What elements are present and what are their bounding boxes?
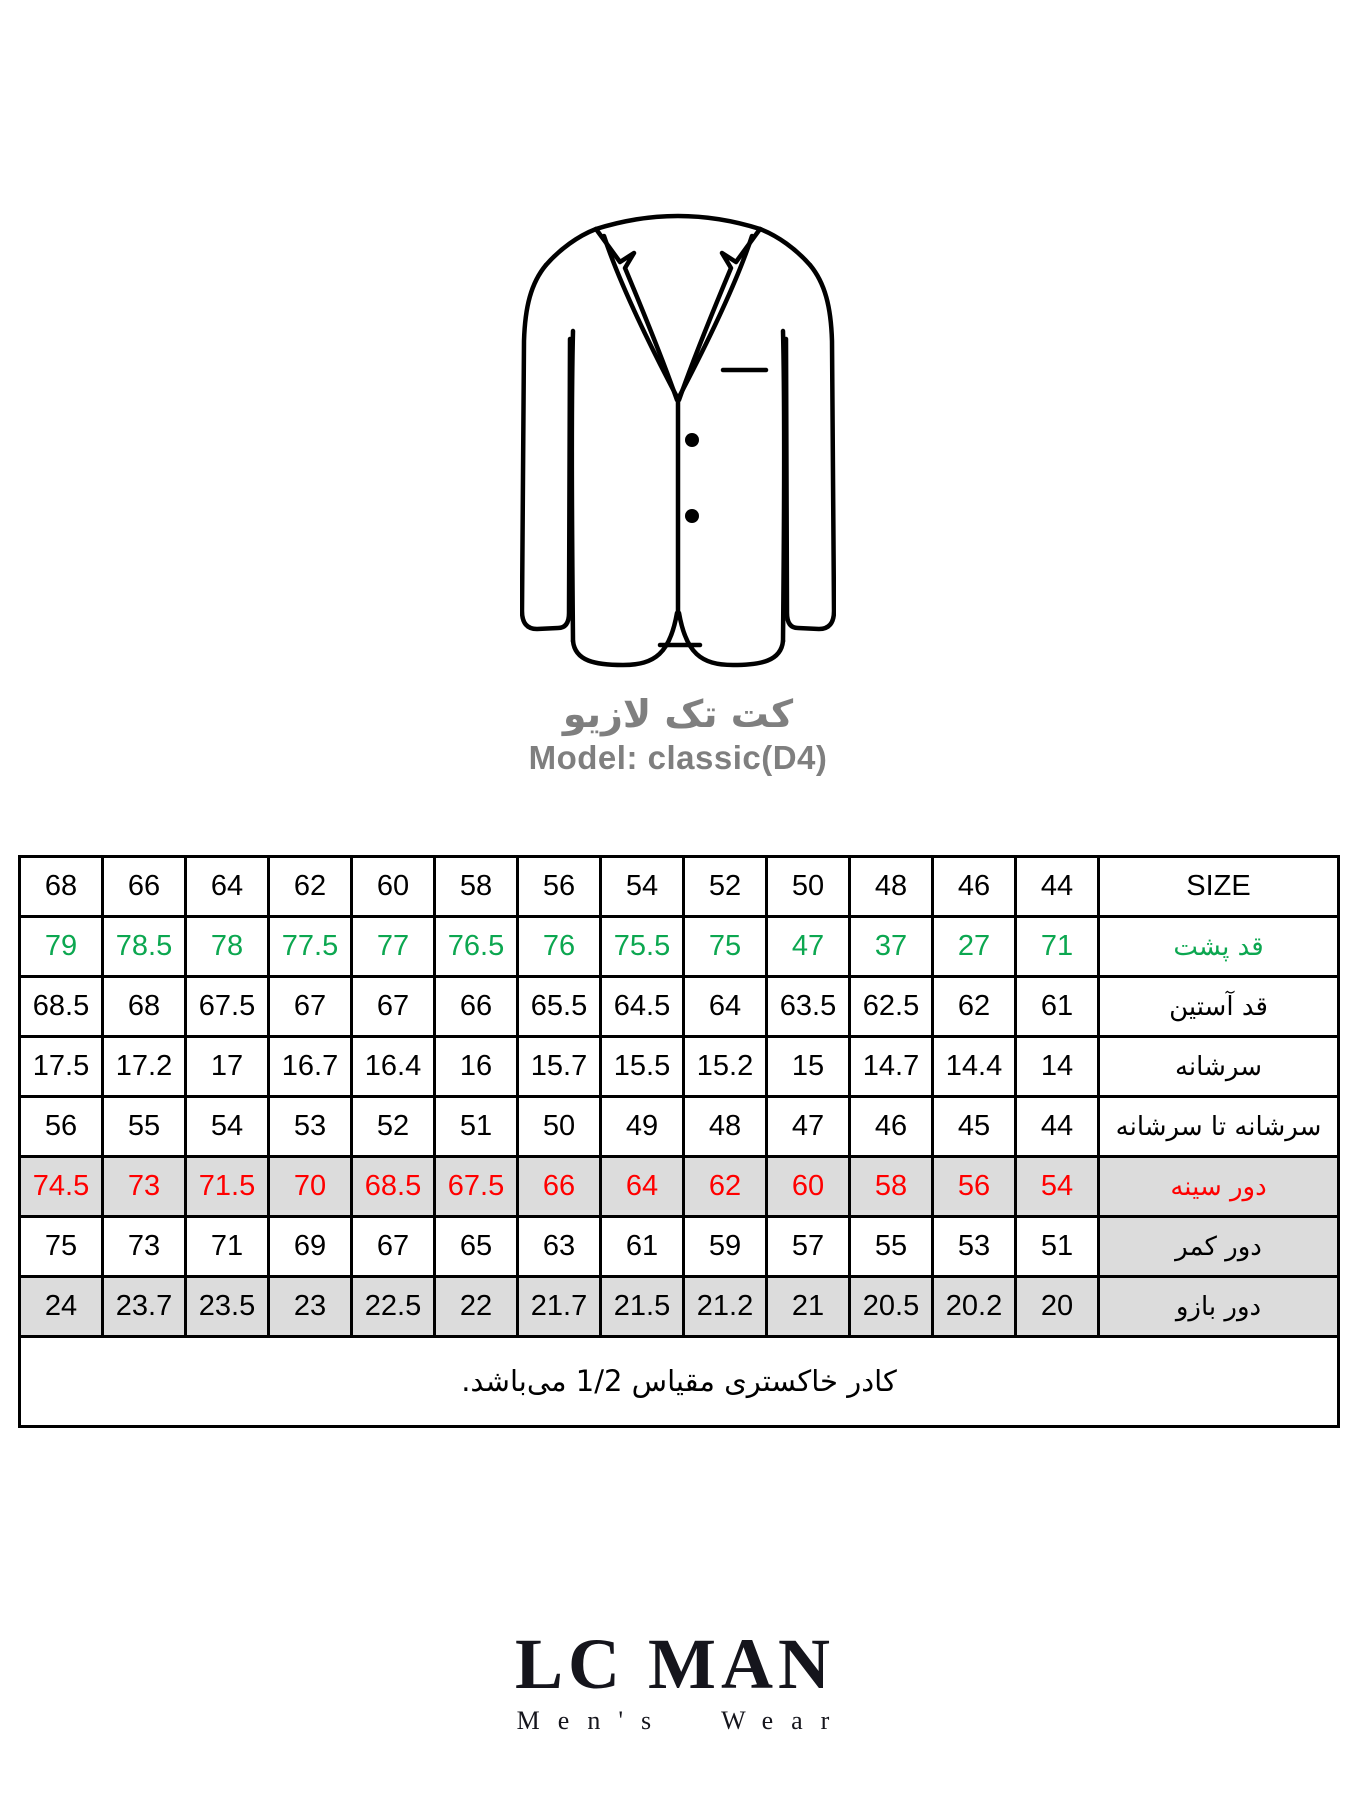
row-label-cell: دور کمر <box>1099 1217 1339 1277</box>
measurement-cell: 15.7 <box>518 1037 601 1097</box>
measurement-cell: 24 <box>20 1277 103 1337</box>
note-row <box>20 1337 1339 1427</box>
measurement-cell: 23 <box>269 1277 352 1337</box>
product-title-fa: کت تک لازیو <box>562 692 794 736</box>
row-label-cell: دور سینه <box>1099 1157 1339 1217</box>
measurement-cell: 56 <box>20 1097 103 1157</box>
measurement-row <box>20 1097 1339 1157</box>
size-table <box>18 855 1340 1428</box>
measurement-cell: 16.7 <box>269 1037 352 1097</box>
measurement-cell: 51 <box>1016 1217 1099 1277</box>
measurement-cell: 20.2 <box>933 1277 1016 1337</box>
measurement-cell: 65.5 <box>518 977 601 1037</box>
size-value-cell: 52 <box>684 857 767 917</box>
size-value-cell: 60 <box>352 857 435 917</box>
measurement-cell: 15.2 <box>684 1037 767 1097</box>
measurement-cell: 23.7 <box>103 1277 186 1337</box>
measurement-cell: 79 <box>20 917 103 977</box>
row-label-cell: سرشانه تا سرشانه <box>1099 1097 1339 1157</box>
product-titles <box>3 692 1350 777</box>
measurement-cell: 75 <box>684 917 767 977</box>
measurement-cell: 14 <box>1016 1037 1099 1097</box>
jacket-illustration <box>520 203 836 673</box>
size-value-cell: 62 <box>269 857 352 917</box>
measurement-cell: 78 <box>186 917 269 977</box>
measurement-cell: 71.5 <box>186 1157 269 1217</box>
measurement-cell: 21.2 <box>684 1277 767 1337</box>
row-label-cell: دور بازو <box>1099 1277 1339 1337</box>
measurement-cell: 21 <box>767 1277 850 1337</box>
suit-jacket-icon <box>520 203 836 673</box>
size-value-cell: 66 <box>103 857 186 917</box>
measurement-cell: 57 <box>767 1217 850 1277</box>
measurement-cell: 60 <box>767 1157 850 1217</box>
measurement-cell: 37 <box>850 917 933 977</box>
size-header-row <box>20 857 1339 917</box>
measurement-cell: 62 <box>933 977 1016 1037</box>
measurement-row <box>20 1277 1339 1337</box>
measurement-cell: 59 <box>684 1217 767 1277</box>
measurement-cell: 58 <box>850 1157 933 1217</box>
measurement-cell: 77.5 <box>269 917 352 977</box>
measurement-cell: 49 <box>601 1097 684 1157</box>
measurement-cell: 20 <box>1016 1277 1099 1337</box>
size-value-cell: 68 <box>20 857 103 917</box>
measurement-cell: 52 <box>352 1097 435 1157</box>
size-value-cell: 58 <box>435 857 518 917</box>
size-header-label: SIZE <box>1099 857 1339 917</box>
size-value-cell: 56 <box>518 857 601 917</box>
size-value-cell: 64 <box>186 857 269 917</box>
measurement-cell: 67.5 <box>435 1157 518 1217</box>
product-model: Model: classic(D4) <box>528 739 828 776</box>
brand-name: LC MAN <box>515 1624 835 1704</box>
measurement-cell: 16 <box>435 1037 518 1097</box>
measurement-cell: 21.7 <box>518 1277 601 1337</box>
measurement-cell: 47 <box>767 1097 850 1157</box>
measurement-cell: 17.2 <box>103 1037 186 1097</box>
measurement-row <box>20 1217 1339 1277</box>
measurement-cell: 62 <box>684 1157 767 1217</box>
measurement-row <box>20 977 1339 1037</box>
measurement-cell: 53 <box>933 1217 1016 1277</box>
row-label-cell: قد آستین <box>1099 977 1339 1037</box>
measurement-cell: 64.5 <box>601 977 684 1037</box>
measurement-cell: 55 <box>103 1097 186 1157</box>
measurement-cell: 63.5 <box>767 977 850 1037</box>
measurement-cell: 63 <box>518 1217 601 1277</box>
measurement-cell: 70 <box>269 1157 352 1217</box>
measurement-cell: 77 <box>352 917 435 977</box>
measurement-cell: 47 <box>767 917 850 977</box>
measurement-cell: 15.5 <box>601 1037 684 1097</box>
measurement-cell: 14.4 <box>933 1037 1016 1097</box>
measurement-cell: 22 <box>435 1277 518 1337</box>
measurement-cell: 61 <box>1016 977 1099 1037</box>
measurement-row <box>20 1037 1339 1097</box>
measurement-cell: 16.4 <box>352 1037 435 1097</box>
measurement-cell: 74.5 <box>20 1157 103 1217</box>
measurement-cell: 54 <box>1016 1157 1099 1217</box>
brand-tagline: Men's Wear <box>516 1706 848 1735</box>
measurement-cell: 69 <box>269 1217 352 1277</box>
measurement-cell: 44 <box>1016 1097 1099 1157</box>
measurement-cell: 67.5 <box>186 977 269 1037</box>
measurement-cell: 48 <box>684 1097 767 1157</box>
size-value-cell: 46 <box>933 857 1016 917</box>
measurement-cell: 68.5 <box>20 977 103 1037</box>
measurement-cell: 75.5 <box>601 917 684 977</box>
measurement-cell: 56 <box>933 1157 1016 1217</box>
measurement-cell: 76 <box>518 917 601 977</box>
measurement-row <box>20 1157 1339 1217</box>
measurement-cell: 62.5 <box>850 977 933 1037</box>
measurement-cell: 22.5 <box>352 1277 435 1337</box>
measurement-cell: 45 <box>933 1097 1016 1157</box>
size-value-cell: 48 <box>850 857 933 917</box>
measurement-cell: 50 <box>518 1097 601 1157</box>
measurement-cell: 27 <box>933 917 1016 977</box>
measurement-cell: 78.5 <box>103 917 186 977</box>
measurement-cell: 54 <box>186 1097 269 1157</box>
measurement-cell: 68.5 <box>352 1157 435 1217</box>
measurement-row <box>20 917 1339 977</box>
measurement-cell: 65 <box>435 1217 518 1277</box>
row-label-cell: سرشانه <box>1099 1037 1339 1097</box>
measurement-cell: 46 <box>850 1097 933 1157</box>
size-value-cell: 50 <box>767 857 850 917</box>
measurement-cell: 76.5 <box>435 917 518 977</box>
measurement-cell: 17.5 <box>20 1037 103 1097</box>
measurement-cell: 67 <box>352 977 435 1037</box>
measurement-cell: 67 <box>269 977 352 1037</box>
measurement-cell: 68 <box>103 977 186 1037</box>
row-label-cell: قد پشت <box>1099 917 1339 977</box>
measurement-cell: 71 <box>1016 917 1099 977</box>
measurement-cell: 64 <box>684 977 767 1037</box>
measurement-cell: 61 <box>601 1217 684 1277</box>
measurement-cell: 21.5 <box>601 1277 684 1337</box>
size-value-cell: 44 <box>1016 857 1099 917</box>
measurement-cell: 55 <box>850 1217 933 1277</box>
measurement-cell: 23.5 <box>186 1277 269 1337</box>
measurement-cell: 71 <box>186 1217 269 1277</box>
measurement-cell: 66 <box>435 977 518 1037</box>
measurement-cell: 67 <box>352 1217 435 1277</box>
measurement-cell: 75 <box>20 1217 103 1277</box>
measurement-cell: 51 <box>435 1097 518 1157</box>
measurement-cell: 53 <box>269 1097 352 1157</box>
measurement-cell: 14.7 <box>850 1037 933 1097</box>
measurement-cell: 20.5 <box>850 1277 933 1337</box>
size-value-cell: 54 <box>601 857 684 917</box>
measurement-cell: 73 <box>103 1217 186 1277</box>
brand-logo <box>0 1624 1350 1736</box>
measurement-cell: 15 <box>767 1037 850 1097</box>
measurement-cell: 17 <box>186 1037 269 1097</box>
measurement-cell: 73 <box>103 1157 186 1217</box>
scale-note-cell: کادر خاکستری مقیاس 1/2 می‌باشد. <box>20 1337 1339 1427</box>
measurement-cell: 66 <box>518 1157 601 1217</box>
measurement-cell: 64 <box>601 1157 684 1217</box>
